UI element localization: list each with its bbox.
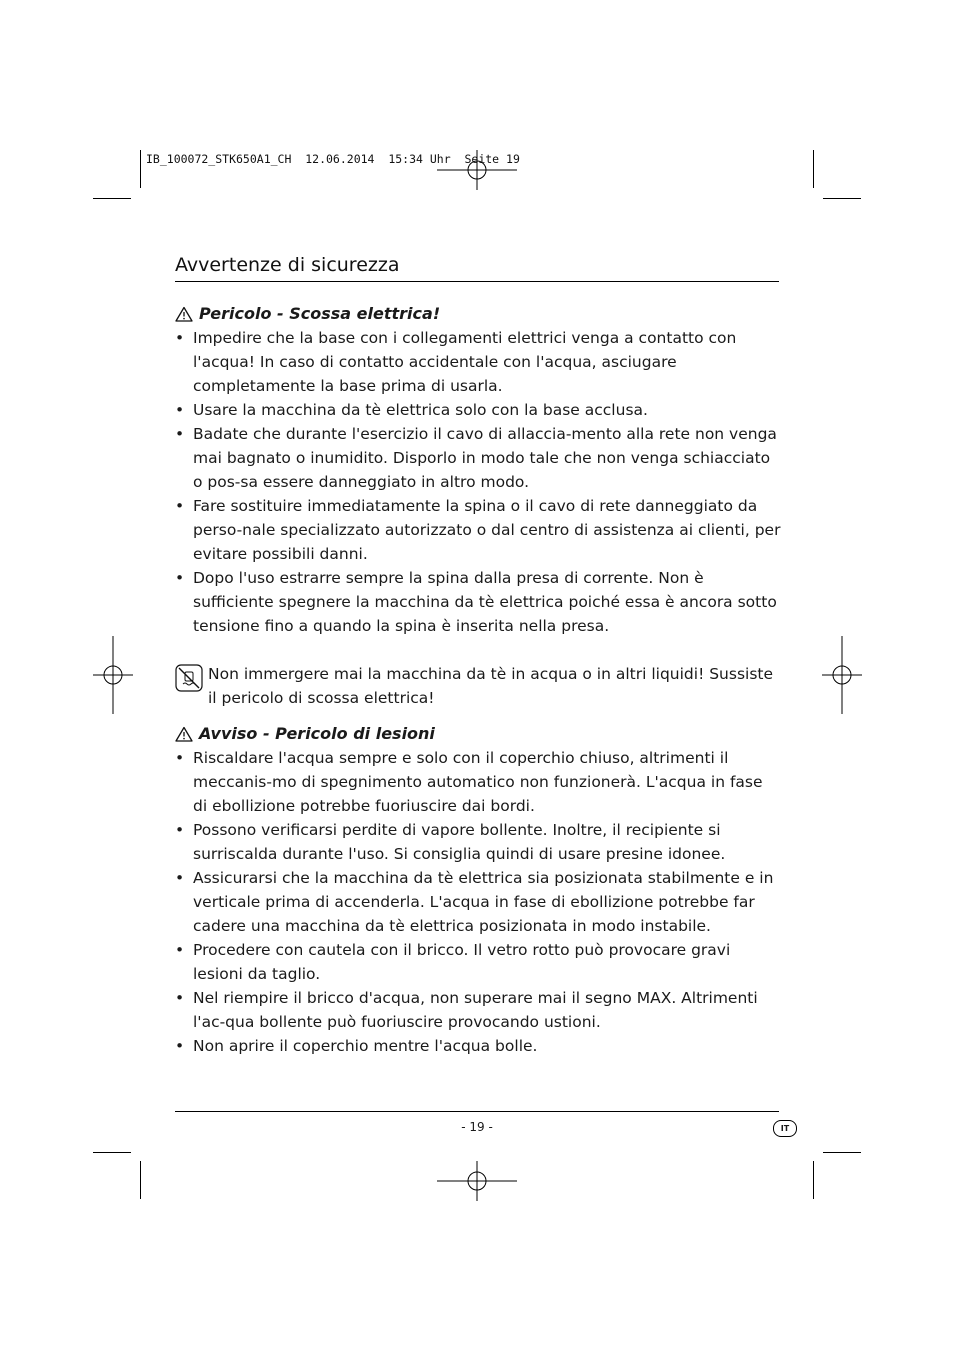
crop-mark bbox=[93, 1152, 131, 1153]
list-item: • Fare sostituire immediatamente la spina o il cavo di rete danneggiato da perso-nale specializzato autorizzato o dal centro di assistenza ai clienti, per evitare possibili danni. bbox=[175, 494, 781, 566]
crop-mark bbox=[823, 1152, 861, 1153]
section-heading bbox=[175, 302, 781, 326]
registration-mark bbox=[93, 636, 133, 714]
list-item: • Riscaldare l'acqua sempre e solo con il coperchio chiuso, altrimenti il meccanis-mo di spegnimento automatico non funzionerà. L'acqua in fase di ebollizione potrebbe fuoriuscire dai bordi. bbox=[175, 746, 781, 818]
registration-mark bbox=[437, 150, 517, 190]
list-item: • Badate che durante l'esercizio il cavo di allaccia-mento alla rete non venga mai bagnato o inumidito. Disporlo in modo tale che non venga schiacciato o pos-sa essere danneggiato in altro modo. bbox=[175, 422, 781, 494]
list-item: • Dopo l'uso estrarre sempre la spina dalla presa di corrente. Non è sufficiente spegnere la macchina da tè elettrica poiché essa è ancora sotto tensione fino a quando la spina è inserita nella presa. bbox=[175, 566, 781, 638]
section-heading-text: Avviso - Pericolo di lesioni bbox=[199, 724, 435, 743]
title-divider bbox=[175, 281, 779, 282]
crop-mark bbox=[140, 1161, 141, 1199]
print-header: IB_100072_STK650A1_CH 12.06.2014 15:34 Uhr Seite 19 bbox=[146, 152, 520, 166]
no-immersion-icon bbox=[175, 664, 203, 692]
list-item: • Non aprire il coperchio mentre l'acqua bolle. bbox=[175, 1034, 781, 1058]
crop-mark bbox=[93, 198, 131, 199]
page-title: Avvertenze di sicurezza bbox=[175, 254, 400, 276]
section-heading-text: Pericolo - Scossa elettrica! bbox=[199, 304, 441, 323]
registration-mark bbox=[437, 1161, 517, 1201]
footer-divider bbox=[175, 1111, 779, 1112]
crop-mark bbox=[813, 1161, 814, 1199]
notice bbox=[175, 662, 781, 710]
notice-text: Non immergere mai la macchina da tè in acqua o in altri liquidi! Sussiste il pericolo di scossa elettrica! bbox=[208, 665, 774, 707]
list-item: • Nel riempire il bricco d'acqua, non superare mai il segno MAX. Altrimenti l'ac-qua bollente può fuoriuscire provocando ustioni. bbox=[175, 986, 781, 1034]
list-item: • Procedere con cautela con il bricco. Il vetro rotto può provocare gravi lesioni da taglio. bbox=[175, 938, 781, 986]
warning-triangle-icon bbox=[175, 726, 193, 742]
list-item: • Usare la macchina da tè elettrica solo con la base acclusa. bbox=[175, 398, 781, 422]
bullet-list bbox=[175, 746, 781, 1058]
warning-triangle-icon bbox=[175, 306, 193, 322]
registration-mark bbox=[822, 636, 862, 714]
language-badge: IT bbox=[773, 1120, 797, 1137]
list-item: • Impedire che la base con i collegamenti elettrici venga a contatto con l'acqua! In caso di contatto accidentale con l'acqua, asciugare completamente la base prima di usarla. bbox=[175, 326, 781, 398]
content bbox=[175, 302, 781, 1058]
list-item: • Assicurarsi che la macchina da tè elettrica sia posizionata stabilmente e in verticale prima di accenderla. L'acqua in fase di ebollizione potrebbe far cadere una macchina da tè elettrica posizionata in modo instabile. bbox=[175, 866, 781, 938]
crop-mark bbox=[823, 198, 861, 199]
page-number: - 19 - bbox=[461, 1120, 493, 1134]
crop-mark bbox=[813, 150, 814, 188]
section-heading bbox=[175, 722, 781, 746]
crop-mark bbox=[140, 150, 141, 188]
section-2 bbox=[175, 722, 781, 1058]
list-item: • Possono verificarsi perdite di vapore bollente. Inoltre, il recipiente si surriscalda durante l'uso. Si consiglia quindi di usare presine idonee. bbox=[175, 818, 781, 866]
bullet-list bbox=[175, 326, 781, 638]
